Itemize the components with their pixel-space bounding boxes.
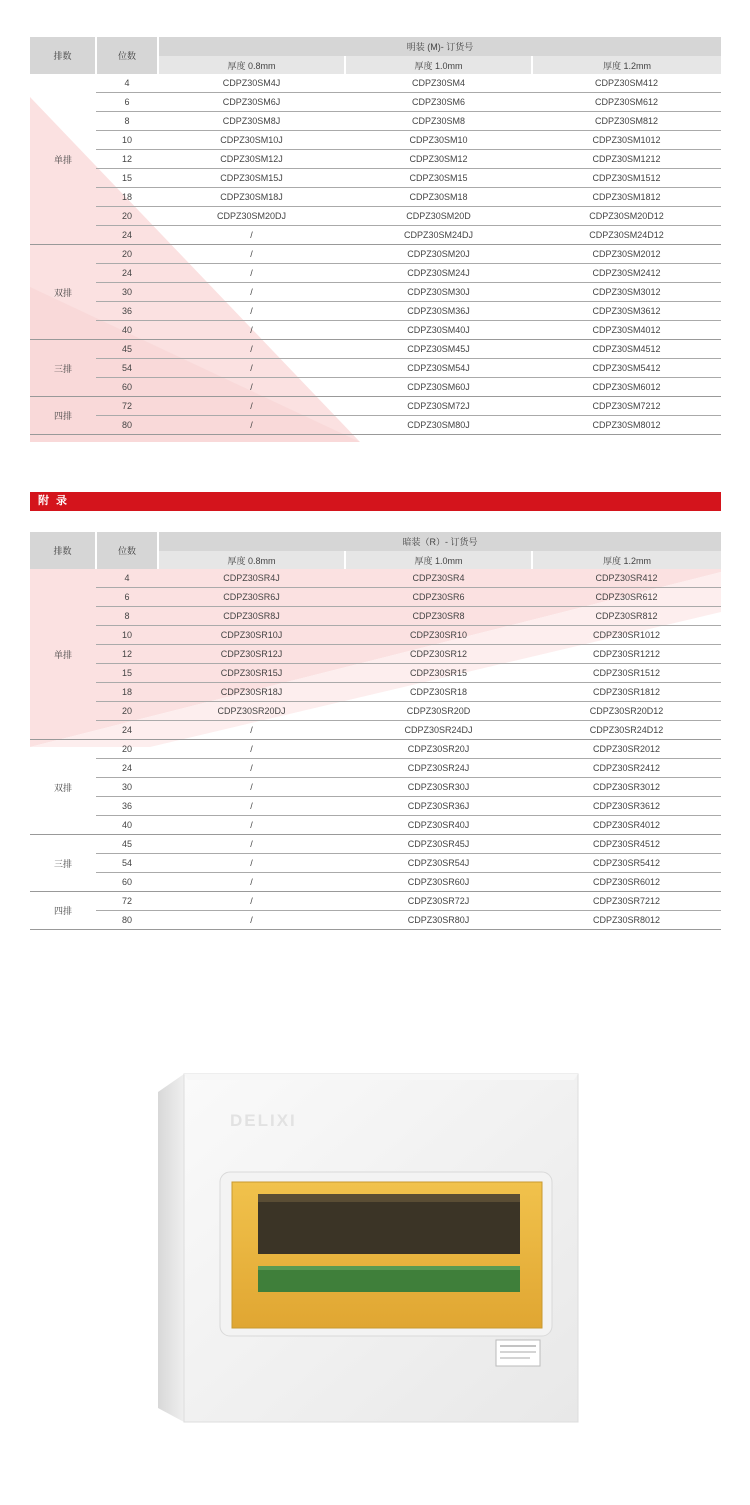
distribution-box-product-image xyxy=(148,1070,588,1430)
thickness-08-cell: CDPZ30SR4J xyxy=(158,569,345,588)
thickness-12-cell: CDPZ30SM4012 xyxy=(532,321,721,340)
thickness-08-cell: / xyxy=(158,759,345,778)
thickness-08-cell: CDPZ30SM18J xyxy=(158,188,345,207)
table-row xyxy=(30,778,721,797)
thickness-10-cell: CDPZ30SM72J xyxy=(345,397,532,416)
table-row xyxy=(30,340,721,359)
thickness-10-cell: CDPZ30SR30J xyxy=(345,778,532,797)
positions-cell: 40 xyxy=(96,321,158,340)
table-row xyxy=(30,226,721,245)
thickness-12-cell: CDPZ30SR2412 xyxy=(532,759,721,778)
header-thickness-12: 厚度 1.2mm xyxy=(532,551,721,569)
thickness-12-cell: CDPZ30SR612 xyxy=(532,588,721,607)
table-row xyxy=(30,245,721,264)
positions-cell: 6 xyxy=(96,588,158,607)
row-group-label: 单排 xyxy=(30,74,96,245)
positions-cell: 30 xyxy=(96,778,158,797)
positions-cell: 20 xyxy=(96,207,158,226)
positions-cell: 12 xyxy=(96,645,158,664)
table-row xyxy=(30,911,721,930)
thickness-10-cell: CDPZ30SR40J xyxy=(345,816,532,835)
thickness-12-cell: CDPZ30SR7212 xyxy=(532,892,721,911)
surface-mount-order-table xyxy=(30,37,721,435)
header-thickness-12: 厚度 1.2mm xyxy=(532,56,721,74)
positions-cell: 8 xyxy=(96,112,158,131)
row-group-label: 双排 xyxy=(30,245,96,340)
thickness-10-cell: CDPZ30SM60J xyxy=(345,378,532,397)
table-row xyxy=(30,321,721,340)
header-thickness-08: 厚度 0.8mm xyxy=(158,551,345,569)
thickness-12-cell: CDPZ30SM612 xyxy=(532,93,721,112)
thickness-10-cell: CDPZ30SR20J xyxy=(345,740,532,759)
thickness-12-cell: CDPZ30SM5412 xyxy=(532,359,721,378)
positions-cell: 10 xyxy=(96,626,158,645)
row-group-label: 单排 xyxy=(30,569,96,740)
table-body xyxy=(30,74,721,435)
thickness-08-cell: / xyxy=(158,378,345,397)
thickness-12-cell: CDPZ30SM24D12 xyxy=(532,226,721,245)
thickness-10-cell: CDPZ30SM4 xyxy=(345,74,532,93)
thickness-10-cell: CDPZ30SM24J xyxy=(345,264,532,283)
positions-cell: 36 xyxy=(96,302,158,321)
header-thickness-08: 厚度 0.8mm xyxy=(158,56,345,74)
thickness-08-cell: / xyxy=(158,359,345,378)
table-row xyxy=(30,378,721,397)
thickness-10-cell: CDPZ30SR24DJ xyxy=(345,721,532,740)
recessed-mount-table-section xyxy=(30,532,721,937)
header-order-group: 暗装（R）- 订货号 xyxy=(158,532,721,551)
row-group-label: 四排 xyxy=(30,397,96,435)
positions-cell: 18 xyxy=(96,683,158,702)
positions-cell: 36 xyxy=(96,797,158,816)
table-row xyxy=(30,359,721,378)
thickness-10-cell: CDPZ30SR36J xyxy=(345,797,532,816)
thickness-12-cell: CDPZ30SR4012 xyxy=(532,816,721,835)
thickness-12-cell: CDPZ30SM1012 xyxy=(532,131,721,150)
thickness-10-cell: CDPZ30SM20J xyxy=(345,245,532,264)
positions-cell: 60 xyxy=(96,873,158,892)
thickness-10-cell: CDPZ30SM20D xyxy=(345,207,532,226)
positions-cell: 12 xyxy=(96,150,158,169)
table-row xyxy=(30,892,721,911)
thickness-10-cell: CDPZ30SM15 xyxy=(345,169,532,188)
thickness-10-cell: CDPZ30SM45J xyxy=(345,340,532,359)
table-row xyxy=(30,721,721,740)
table-row xyxy=(30,873,721,892)
thickness-08-cell: / xyxy=(158,245,345,264)
thickness-08-cell: / xyxy=(158,740,345,759)
thickness-08-cell: / xyxy=(158,892,345,911)
thickness-08-cell: / xyxy=(158,911,345,930)
table-row xyxy=(30,207,721,226)
thickness-08-cell: CDPZ30SM4J xyxy=(158,74,345,93)
thickness-10-cell: CDPZ30SM80J xyxy=(345,416,532,435)
positions-cell: 15 xyxy=(96,169,158,188)
thickness-10-cell: CDPZ30SR45J xyxy=(345,835,532,854)
positions-cell: 72 xyxy=(96,892,158,911)
thickness-08-cell: CDPZ30SR18J xyxy=(158,683,345,702)
table-row xyxy=(30,283,721,302)
thickness-12-cell: CDPZ30SM20D12 xyxy=(532,207,721,226)
positions-cell: 20 xyxy=(96,245,158,264)
table-row xyxy=(30,131,721,150)
thickness-12-cell: CDPZ30SR3012 xyxy=(532,778,721,797)
table-row xyxy=(30,759,721,778)
thickness-08-cell: / xyxy=(158,835,345,854)
positions-cell: 24 xyxy=(96,226,158,245)
positions-cell: 54 xyxy=(96,854,158,873)
table-row xyxy=(30,264,721,283)
thickness-08-cell: CDPZ30SM6J xyxy=(158,93,345,112)
thickness-12-cell: CDPZ30SR412 xyxy=(532,569,721,588)
row-group-label: 三排 xyxy=(30,340,96,397)
thickness-08-cell: CDPZ30SR8J xyxy=(158,607,345,626)
thickness-08-cell: / xyxy=(158,854,345,873)
table-row xyxy=(30,740,721,759)
positions-cell: 8 xyxy=(96,607,158,626)
thickness-08-cell: CDPZ30SR10J xyxy=(158,626,345,645)
positions-cell: 4 xyxy=(96,74,158,93)
positions-cell: 72 xyxy=(96,397,158,416)
appendix-title-bar: 附 录 xyxy=(30,492,721,511)
thickness-10-cell: CDPZ30SM6 xyxy=(345,93,532,112)
thickness-10-cell: CDPZ30SR24J xyxy=(345,759,532,778)
header-thickness-10: 厚度 1.0mm xyxy=(345,551,532,569)
header-rows: 排数 xyxy=(30,532,96,569)
row-group-label: 三排 xyxy=(30,835,96,892)
table-row xyxy=(30,302,721,321)
table-row xyxy=(30,74,721,93)
thickness-08-cell: / xyxy=(158,721,345,740)
thickness-12-cell: CDPZ30SR4512 xyxy=(532,835,721,854)
thickness-12-cell: CDPZ30SR1812 xyxy=(532,683,721,702)
thickness-12-cell: CDPZ30SM1512 xyxy=(532,169,721,188)
table-row xyxy=(30,835,721,854)
thickness-10-cell: CDPZ30SR54J xyxy=(345,854,532,873)
table-row xyxy=(30,112,721,131)
thickness-08-cell: / xyxy=(158,283,345,302)
thickness-08-cell: / xyxy=(158,302,345,321)
positions-cell: 30 xyxy=(96,283,158,302)
thickness-10-cell: CDPZ30SR12 xyxy=(345,645,532,664)
positions-cell: 60 xyxy=(96,378,158,397)
header-order-group: 明装 (M)- 订货号 xyxy=(158,37,721,56)
table-row xyxy=(30,816,721,835)
positions-cell: 6 xyxy=(96,93,158,112)
thickness-08-cell: CDPZ30SM8J xyxy=(158,112,345,131)
table-row xyxy=(30,588,721,607)
positions-cell: 24 xyxy=(96,264,158,283)
positions-cell: 20 xyxy=(96,702,158,721)
thickness-08-cell: CDPZ30SM10J xyxy=(158,131,345,150)
thickness-10-cell: CDPZ30SR10 xyxy=(345,626,532,645)
thickness-10-cell: CDPZ30SR72J xyxy=(345,892,532,911)
positions-cell: 54 xyxy=(96,359,158,378)
table-row xyxy=(30,626,721,645)
thickness-10-cell: CDPZ30SM10 xyxy=(345,131,532,150)
header-positions: 位数 xyxy=(96,532,158,569)
thickness-08-cell: / xyxy=(158,264,345,283)
thickness-10-cell: CDPZ30SM18 xyxy=(345,188,532,207)
table-row xyxy=(30,664,721,683)
positions-cell: 80 xyxy=(96,416,158,435)
thickness-12-cell: CDPZ30SM3012 xyxy=(532,283,721,302)
thickness-12-cell: CDPZ30SM1812 xyxy=(532,188,721,207)
thickness-10-cell: CDPZ30SM36J xyxy=(345,302,532,321)
table-row xyxy=(30,397,721,416)
thickness-08-cell: CDPZ30SM12J xyxy=(158,150,345,169)
positions-cell: 15 xyxy=(96,664,158,683)
thickness-12-cell: CDPZ30SR1012 xyxy=(532,626,721,645)
thickness-12-cell: CDPZ30SM1212 xyxy=(532,150,721,169)
thickness-08-cell: CDPZ30SM20DJ xyxy=(158,207,345,226)
table-row xyxy=(30,797,721,816)
surface-mount-table-section xyxy=(30,37,721,442)
table-row xyxy=(30,93,721,112)
thickness-12-cell: CDPZ30SR1512 xyxy=(532,664,721,683)
thickness-12-cell: CDPZ30SR812 xyxy=(532,607,721,626)
header-thickness-10: 厚度 1.0mm xyxy=(345,56,532,74)
thickness-08-cell: / xyxy=(158,416,345,435)
positions-cell: 40 xyxy=(96,816,158,835)
thickness-10-cell: CDPZ30SR4 xyxy=(345,569,532,588)
positions-cell: 24 xyxy=(96,721,158,740)
thickness-12-cell: CDPZ30SM2412 xyxy=(532,264,721,283)
thickness-10-cell: CDPZ30SM30J xyxy=(345,283,532,302)
thickness-10-cell: CDPZ30SM12 xyxy=(345,150,532,169)
header-rows: 排数 xyxy=(30,37,96,74)
thickness-12-cell: CDPZ30SR5412 xyxy=(532,854,721,873)
thickness-10-cell: CDPZ30SM24DJ xyxy=(345,226,532,245)
table-body xyxy=(30,569,721,930)
positions-cell: 4 xyxy=(96,569,158,588)
table-row xyxy=(30,150,721,169)
thickness-08-cell: / xyxy=(158,226,345,245)
thickness-10-cell: CDPZ30SR80J xyxy=(345,911,532,930)
thickness-12-cell: CDPZ30SM2012 xyxy=(532,245,721,264)
thickness-08-cell: / xyxy=(158,816,345,835)
thickness-10-cell: CDPZ30SM8 xyxy=(345,112,532,131)
thickness-08-cell: / xyxy=(158,340,345,359)
positions-cell: 45 xyxy=(96,835,158,854)
thickness-12-cell: CDPZ30SM4512 xyxy=(532,340,721,359)
table-row xyxy=(30,683,721,702)
thickness-12-cell: CDPZ30SR6012 xyxy=(532,873,721,892)
thickness-08-cell: CDPZ30SM15J xyxy=(158,169,345,188)
table-row xyxy=(30,188,721,207)
row-group-label: 四排 xyxy=(30,892,96,930)
thickness-08-cell: / xyxy=(158,873,345,892)
thickness-08-cell: CDPZ30SR20DJ xyxy=(158,702,345,721)
thickness-12-cell: CDPZ30SM3612 xyxy=(532,302,721,321)
thickness-10-cell: CDPZ30SM54J xyxy=(345,359,532,378)
table-row xyxy=(30,645,721,664)
table-row xyxy=(30,169,721,188)
thickness-08-cell: / xyxy=(158,778,345,797)
thickness-08-cell: / xyxy=(158,397,345,416)
thickness-10-cell: CDPZ30SR20D xyxy=(345,702,532,721)
thickness-12-cell: CDPZ30SR2012 xyxy=(532,740,721,759)
table-row xyxy=(30,854,721,873)
thickness-12-cell: CDPZ30SM8012 xyxy=(532,416,721,435)
positions-cell: 18 xyxy=(96,188,158,207)
header-positions: 位数 xyxy=(96,37,158,74)
positions-cell: 80 xyxy=(96,911,158,930)
thickness-12-cell: CDPZ30SM412 xyxy=(532,74,721,93)
thickness-12-cell: CDPZ30SM6012 xyxy=(532,378,721,397)
thickness-12-cell: CDPZ30SM7212 xyxy=(532,397,721,416)
thickness-08-cell: / xyxy=(158,321,345,340)
table-row xyxy=(30,607,721,626)
thickness-10-cell: CDPZ30SM40J xyxy=(345,321,532,340)
thickness-08-cell: CDPZ30SR12J xyxy=(158,645,345,664)
thickness-12-cell: CDPZ30SR3612 xyxy=(532,797,721,816)
row-group-label: 双排 xyxy=(30,740,96,835)
brand-logo: DELIXI xyxy=(230,1111,297,1130)
positions-cell: 10 xyxy=(96,131,158,150)
positions-cell: 20 xyxy=(96,740,158,759)
thickness-10-cell: CDPZ30SR18 xyxy=(345,683,532,702)
thickness-10-cell: CDPZ30SR60J xyxy=(345,873,532,892)
positions-cell: 45 xyxy=(96,340,158,359)
thickness-08-cell: CDPZ30SR15J xyxy=(158,664,345,683)
thickness-12-cell: CDPZ30SR8012 xyxy=(532,911,721,930)
table-row xyxy=(30,416,721,435)
thickness-10-cell: CDPZ30SR8 xyxy=(345,607,532,626)
table-row xyxy=(30,569,721,588)
thickness-10-cell: CDPZ30SR15 xyxy=(345,664,532,683)
thickness-12-cell: CDPZ30SR1212 xyxy=(532,645,721,664)
table-row xyxy=(30,702,721,721)
thickness-12-cell: CDPZ30SR24D12 xyxy=(532,721,721,740)
thickness-08-cell: / xyxy=(158,797,345,816)
positions-cell: 24 xyxy=(96,759,158,778)
thickness-12-cell: CDPZ30SR20D12 xyxy=(532,702,721,721)
recessed-mount-order-table xyxy=(30,532,721,930)
thickness-08-cell: CDPZ30SR6J xyxy=(158,588,345,607)
thickness-12-cell: CDPZ30SM812 xyxy=(532,112,721,131)
thickness-10-cell: CDPZ30SR6 xyxy=(345,588,532,607)
